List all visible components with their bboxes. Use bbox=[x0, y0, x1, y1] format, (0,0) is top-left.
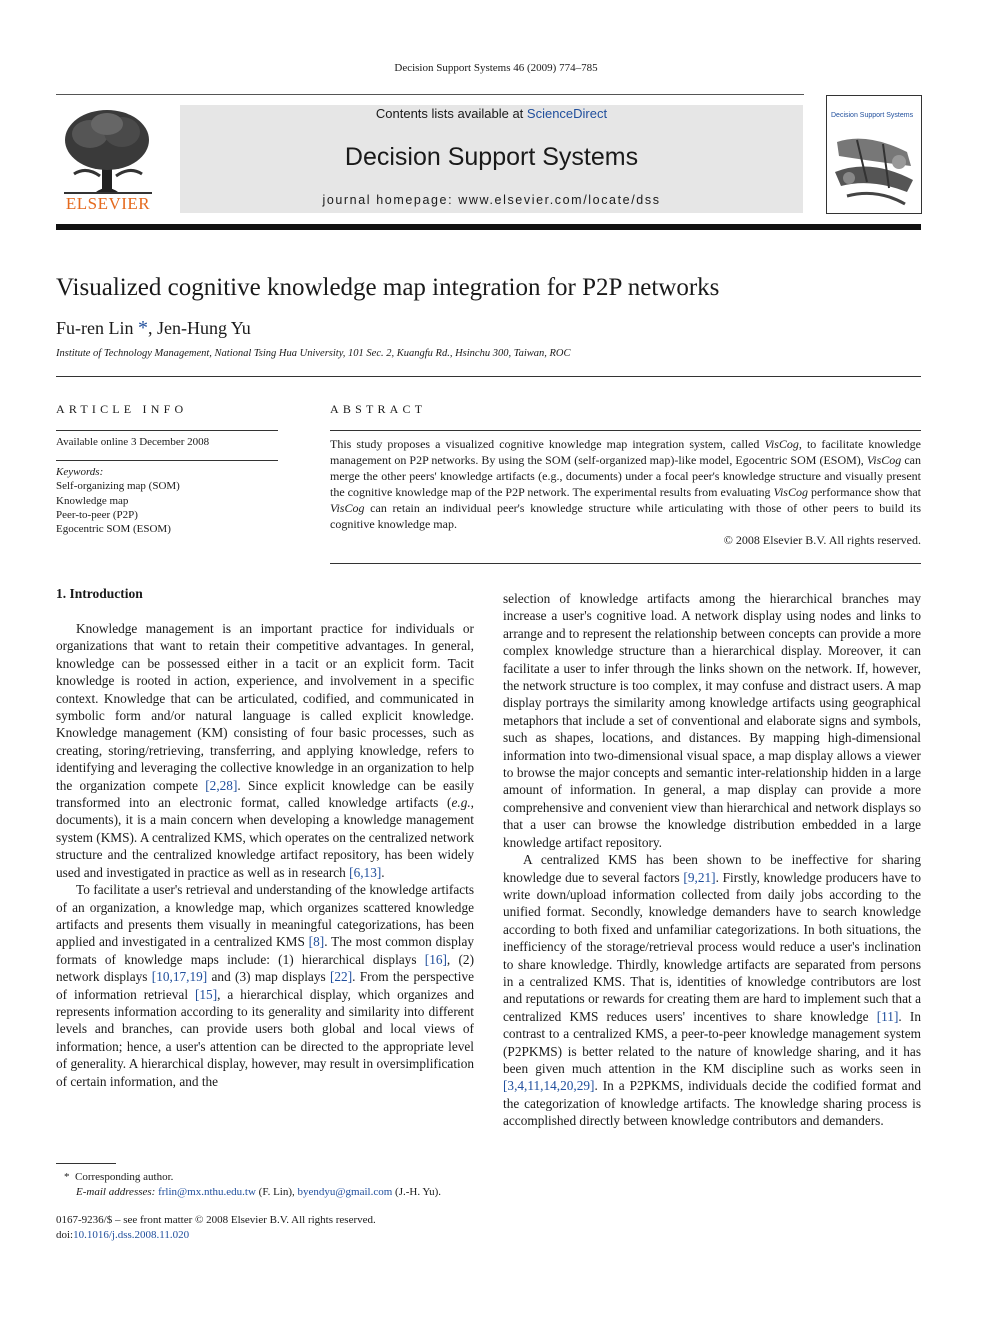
keyword-item: Knowledge map bbox=[56, 494, 129, 507]
body-column-left bbox=[56, 620, 474, 1090]
body-text: . In contrast to a centralized KMS, a peer-to-peer knowledge management system (P2PKMS) is better related to the nature of knowledge sharing, and it has been given much attention in the KM discipline such as works seen in bbox=[503, 1008, 921, 1076]
available-online-date: Available online 3 December 2008 bbox=[56, 436, 210, 448]
viscog-term: VisCog bbox=[330, 501, 365, 515]
body-text: . Since explicit knowledge can be easily transformed into an electronic format, called knowledge artifacts ( bbox=[56, 777, 474, 811]
body-text: , (2) network displays bbox=[56, 951, 474, 985]
contents-line bbox=[180, 106, 803, 121]
email-link[interactable]: frlin@mx.nthu.edu.tw bbox=[158, 1186, 256, 1198]
abstract-body bbox=[330, 436, 921, 548]
issn-line: 0167-9236/$ – see front matter © 2008 Elsevier B.V. All rights reserved. bbox=[56, 1214, 376, 1226]
citation-link[interactable]: [6,13] bbox=[349, 864, 382, 880]
doi-line bbox=[56, 1228, 376, 1243]
footnote-text: (F. Lin), bbox=[255, 1186, 298, 1198]
footnote-text: Corresponding author. bbox=[75, 1171, 174, 1183]
body-text: . From the perspective of information retrieval bbox=[56, 969, 474, 1002]
article-info-heading: ARTICLE INFO bbox=[56, 402, 188, 416]
journal-homepage[interactable]: journal homepage: www.elsevier.com/locate/dss bbox=[322, 193, 661, 207]
abstract-rule-bottom bbox=[330, 563, 921, 564]
corresponding-author-mark[interactable]: * bbox=[137, 317, 148, 339]
viscog-term: VisCog bbox=[764, 437, 799, 451]
abstract-heading: ABSTRACT bbox=[330, 402, 427, 416]
body-text: , documents), it is a main concern when developing a knowledge management system (KMS). A centralized KMS, which operates on the centralized network structure and the centralized knowledge artifact repository, has been widely used and investigated in practice as well as in research bbox=[56, 795, 475, 880]
body-paragraph bbox=[56, 620, 474, 881]
abstract-paragraph bbox=[330, 436, 921, 532]
keyword-item: Self-organizing map (SOM) bbox=[56, 480, 180, 493]
article-info-rule-mid bbox=[56, 460, 278, 461]
sciencedirect-link[interactable]: ScienceDirect bbox=[526, 106, 608, 121]
body-text: Knowledge management is an important practice for individuals or organizations that want to retain their competitive advantages. In general, knowledge can be possessed either in a tacit or an explicit form. Tacit knowledge is rooted in action, experience, and involvement in a specific context. Knowledge that can be articulated, codified, and communicated in symbolic form and/or natural language is called explicit knowledge. Knowledge management (KM) consisting of four basic processes, such as creating, storing/retrieving, transferring, and applying knowledge, refers to identifying and leveraging the collective knowledge in an organization to help the organization compete bbox=[56, 621, 474, 793]
citation-link[interactable]: [11] bbox=[876, 1008, 899, 1024]
citation-link[interactable]: [15] bbox=[194, 986, 218, 1002]
contents-prefix: Contents lists available at bbox=[375, 106, 527, 121]
citation-link[interactable]: [8] bbox=[308, 934, 325, 950]
author-list bbox=[56, 317, 251, 340]
journal-banner bbox=[180, 105, 803, 213]
running-head: Decision Support Systems 46 (2009) 774–785 bbox=[394, 62, 598, 74]
keywords-block bbox=[56, 465, 180, 536]
cover-artwork-icon bbox=[827, 122, 921, 212]
abstract-copyright: © 2008 Elsevier B.V. All rights reserved. bbox=[723, 533, 921, 547]
abstract-rule-top bbox=[330, 430, 921, 431]
corresponding-author-note bbox=[56, 1170, 441, 1185]
affiliation-rule bbox=[56, 376, 921, 377]
abstract-text: can merge the other peers' knowledge artifacts (e.g., documents) under a focal peer's knowledge structure and visually present the cognitive knowledge map of the P2P network. The experimental results from evaluating bbox=[330, 453, 921, 499]
body-text: , a hierarchical display, which organizes and represents information according to its generality and similarity into different levels and branches, can provide users both global and local views of information; hence, a user's attention can be directed to the appropriate level of generality. A hierarchical display, however, may result in oversimplification of certain information, and the bbox=[56, 986, 474, 1089]
keywords-label: Keywords: bbox=[56, 466, 104, 478]
email-note bbox=[56, 1185, 441, 1200]
abstract-text: performance show that bbox=[807, 485, 921, 499]
abstract-text: This study proposes a visualized cognitive knowledge map integration system, called bbox=[330, 437, 765, 451]
elsevier-wordmark: ELSEVIER bbox=[65, 194, 151, 213]
email-link[interactable]: byendyu@gmail.com bbox=[297, 1186, 393, 1198]
viscog-term: VisCog bbox=[866, 453, 902, 467]
body-text: . bbox=[381, 864, 385, 880]
affiliation: Institute of Technology Management, National Tsing Hua University, 101 Sec. 2, Kuangfu Rd., Hsinchu 300, Taiwan, ROC bbox=[56, 348, 571, 359]
citation-link[interactable]: [10,17,19] bbox=[151, 969, 208, 985]
body-paragraph bbox=[56, 881, 474, 1090]
email-label: E-mail addresses: bbox=[76, 1186, 156, 1198]
body-text: . Firstly, knowledge producers have to write down/upload information collected from daily jobs according to the unified format. Secondly, knowledge demanders have to search knowledge according to both fixed and unfamiliar categorizations. In both situations, the inefficiency of the storage/retrieval process would reduce a user's inclination to share knowledge. Thirdly, knowledge artifacts are separated from persons in a centralized KMS. That is, identities of knowledge contributors are lost and reputations or rewards for creating them are hard to implement such that a centralized KMS reduces users' incentives to share knowledge bbox=[503, 869, 921, 1024]
citation-link[interactable]: [16] bbox=[424, 951, 447, 967]
body-text: and (3) map displays bbox=[207, 969, 330, 985]
footnote-rule bbox=[56, 1163, 116, 1164]
elsevier-logo[interactable] bbox=[56, 104, 160, 216]
body-text: . In a P2PKMS, individuals decide the codified format and the categorization of knowledge artifacts. The knowledge sharing process is accomplished directly between knowledge contributors and demanders. bbox=[503, 1078, 921, 1129]
viscog-term: VisCog bbox=[773, 485, 808, 499]
citation-link[interactable]: [9,21] bbox=[683, 869, 716, 885]
abstract-text: , to facilitate knowledge management on P2P networks. By using the SOM (self-organized map)-like model, Egocentric SOM (ESOM), bbox=[330, 437, 921, 467]
author-1[interactable]: Fu-ren Lin bbox=[56, 318, 134, 338]
cover-title: Decision Support Systems bbox=[831, 112, 914, 119]
body-text: . The most common display formats of knowledge maps include: (1) hierarchical displays bbox=[56, 934, 474, 967]
keyword-item: Peer-to-peer (P2P) bbox=[56, 508, 138, 521]
doi-prefix: doi: bbox=[56, 1229, 74, 1241]
footnote-text: (J.-H. Yu). bbox=[392, 1186, 442, 1198]
footnote-mark: * bbox=[64, 1171, 70, 1183]
footnotes bbox=[56, 1170, 441, 1200]
citation-link[interactable]: [3,4,11,14,20,29] bbox=[503, 1078, 595, 1094]
citation-link[interactable]: [22] bbox=[329, 969, 353, 985]
section-heading-introduction: 1. Introduction bbox=[56, 586, 143, 601]
body-text: To facilitate a user's retrieval and understanding of the knowledge artifacts of an organization, a knowledge map, which organizes scattered knowledge artifacts and presents them visually in meaningful categorizations, has been applied and investigated in a centralized KMS bbox=[56, 882, 474, 950]
citation-link[interactable]: [2,28] bbox=[205, 777, 238, 793]
body-text: e.g. bbox=[451, 795, 471, 811]
keyword-item: Egocentric SOM (ESOM) bbox=[56, 523, 171, 536]
body-column-right bbox=[503, 590, 921, 1130]
body-paragraph bbox=[503, 851, 921, 1130]
article-title: Visualized cognitive knowledge map integration for P2P networks bbox=[56, 274, 720, 301]
journal-name: Decision Support Systems bbox=[344, 143, 639, 171]
doi-link[interactable]: 10.1016/j.dss.2008.11.020 bbox=[73, 1229, 190, 1241]
journal-cover-thumbnail[interactable] bbox=[826, 95, 922, 214]
body-paragraph: selection of knowledge artifacts among the hierarchical branches may increase a user's cognitive load. A network display using nodes and links to arrange and to represent the relationship between concepts can provide a more complex knowledge structure than a hierarchical display. Moreover, it can facilitate a user to infer through the links shown on the network. If, however, the network structure is too complex, it may confuse and distract users. A map display portrays the similarity among knowledge artifacts using geographical metaphors that include a set of conventional and elaborate signs and symbols, such as shapes, locations, and distances. By mapping high-dimensional information into two-dimensional visual space, a map display allows a viewer to browse the major concepts and semantic inter-relationship hidden in a large amount of information. In general, a map display can provide a more comprehensive and convenient view than hierarchical and network displays so that a user can browse the knowledge distribution embedded in a large knowledge artifact repository. bbox=[503, 591, 921, 850]
top-rule bbox=[56, 94, 804, 95]
front-matter-block bbox=[56, 1213, 376, 1243]
abstract-text: can retain an individual peer's knowledge structure while articulating with those of other peers to build its cognitive knowledge map. bbox=[330, 501, 921, 531]
body-text: A centralized KMS has been shown to be ineffective for sharing knowledge due to several factors bbox=[503, 852, 921, 885]
header-thick-rule bbox=[56, 224, 921, 230]
author-2[interactable]: , Jen-Hung Yu bbox=[147, 318, 251, 338]
article-info-rule-top bbox=[56, 430, 278, 431]
